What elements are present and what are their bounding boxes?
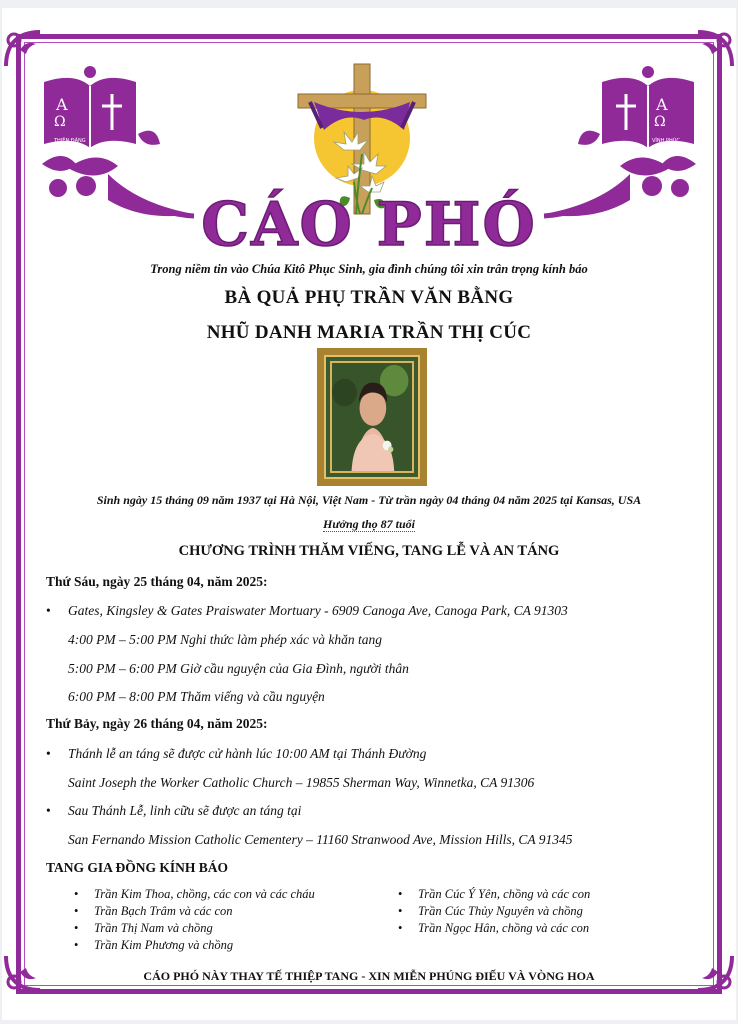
- family-member-name: Trần Thị Nam và chồng: [94, 921, 213, 935]
- bullet: •: [398, 904, 403, 918]
- day1-venue-text: Gates, Kingsley & Gates Praiswater Mortuary - 6909 Canoga Ave, Canoga Park, CA 91303: [68, 603, 568, 618]
- intro-text: Trong niềm tin vào Chúa Kitô Phục Sinh, gia đình chúng tôi xin trân trọng kính báo: [150, 262, 588, 276]
- family-heading: TANG GIA ĐỒNG KÍNH BÁO: [46, 860, 229, 875]
- bullet: •: [46, 746, 51, 761]
- day2-heading: Thứ Bảy, ngày 26 tháng 04, năm 2025:: [46, 716, 268, 731]
- schedule-heading: CHƯƠNG TRÌNH THĂM VIẾNG, TANG LỄ VÀ AN TÁNG: [178, 543, 560, 559]
- family-member-name: Trần Ngọc Hân, chồng và các con: [418, 921, 590, 935]
- day2-cemetery: San Fernando Mission Catholic Cementery – 11160 Stranwood Ave, Mission Hills, CA 91345: [68, 832, 573, 847]
- svg-text:VĨNH PHÚC: VĨNH PHÚC: [652, 138, 680, 144]
- age-value: Hưởng thọ 87 tuổi: [323, 517, 415, 531]
- portrait-photo: [317, 348, 427, 486]
- portrait-image: [332, 363, 412, 471]
- family-member-name: Trần Cúc Ý Yên, chồng và các con: [418, 887, 591, 901]
- page-title: CÁO PHÓ: [201, 190, 537, 260]
- deceased-name-line1: BÀ QUẢ PHỤ TRẦN VĂN BẰNG: [224, 287, 514, 308]
- day1-heading: Thứ Sáu, ngày 25 tháng 04, năm 2025:: [46, 574, 268, 589]
- birth-death-dates: Sinh ngày 15 tháng 09 năm 1937 tại Hà Nội, Việt Nam - Từ trần ngày 04 tháng 04 năm 2025 tại Kansas, USA: [96, 493, 642, 507]
- day1-item: 4:00 PM – 5:00 PM Nghi thức làm phép xác và khăn tang: [68, 632, 383, 647]
- svg-text:THIÊN ĐÀNG: THIÊN ĐÀNG: [54, 138, 86, 144]
- day2-church: Saint Joseph the Worker Catholic Church – 19855 Sherman Way, Winnetka, CA 91306: [68, 775, 535, 790]
- bullet: •: [74, 904, 79, 918]
- day1-item: 5:00 PM – 6:00 PM Giờ cầu nguyện của Gia Đình, người thân: [68, 661, 409, 676]
- age-text: [0, 517, 738, 532]
- bullet: •: [398, 887, 403, 901]
- family-member-name: Trần Bạch Trâm và các con: [94, 904, 233, 918]
- svg-text:A: A: [656, 95, 668, 114]
- bullet: •: [46, 603, 51, 618]
- bullet: •: [74, 921, 79, 935]
- day2-mass-text: Thánh lễ an táng sẽ được cử hành lúc 10:00 AM tại Thánh Đường: [68, 746, 427, 761]
- day2-burial-text: Sau Thánh Lễ, linh cữu sẽ được an táng tại: [68, 803, 302, 818]
- footer-notice: CÁO PHÓ NÀY THAY TẾ THIỆP TANG - XIN MIỄN PHÚNG ĐIẾU VÀ VÒNG HOA: [143, 969, 595, 983]
- deceased-name-line2: NHŨ DANH MARIA TRẦN THỊ CÚC: [206, 322, 532, 343]
- bullet: •: [46, 803, 51, 818]
- bullet: •: [74, 887, 79, 901]
- family-member-name: Trần Kim Thoa, chồng, các con và các cháu: [94, 887, 315, 901]
- family-member-name: Trần Cúc Thủy Nguyên và chồng: [418, 904, 583, 918]
- bullet: •: [74, 938, 79, 952]
- family-member-name: Trần Kim Phương và chồng: [94, 938, 234, 952]
- bullet: •: [398, 921, 403, 935]
- day1-item: 6:00 PM – 8:00 PM Thăm viếng và cầu nguyện: [68, 689, 325, 704]
- svg-text:A: A: [56, 95, 68, 114]
- svg-text:Ω: Ω: [654, 114, 666, 130]
- svg-text:Ω: Ω: [54, 114, 66, 130]
